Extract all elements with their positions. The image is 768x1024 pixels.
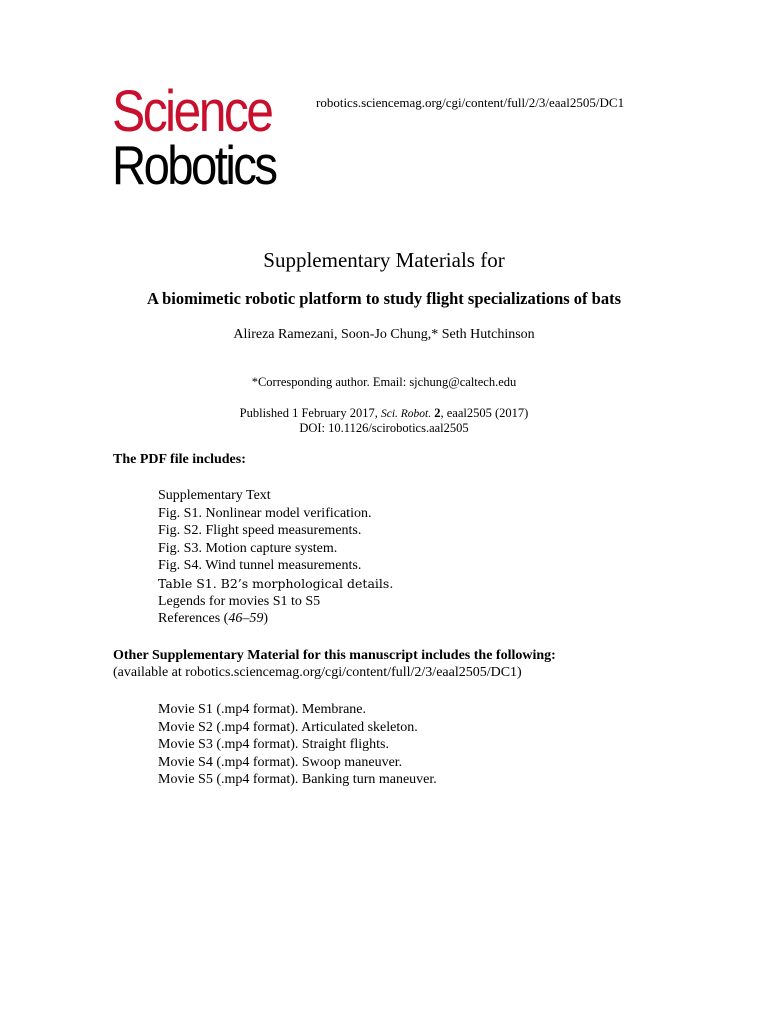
paper-title: A biomimetic robotic platform to study flight specializations of bats (146, 289, 622, 308)
corresponding-author: *Corresponding author. Email: sjchung@caltech.edu (251, 375, 517, 389)
list-item: Fig. S3. Motion capture system. (158, 540, 338, 556)
list-item: Fig. S1. Nonlinear model verification. (158, 505, 372, 521)
list-item: Movie S5 (.mp4 format). Banking turn maneuver. (158, 772, 437, 788)
author-list: Alireza Ramezani, Soon-Jo Chung,* Seth Hutchinson (233, 327, 535, 342)
references-range: 46–59 (228, 611, 264, 627)
list-item: Legends for movies S1 to S5 (158, 593, 321, 609)
list-item: Movie S4 (.mp4 format). Swoop maneuver. (158, 754, 403, 770)
references-suffix: ) (263, 611, 269, 627)
published-prefix: Published 1 February 2017, (239, 406, 381, 420)
list-item: Fig. S4. Wind tunnel measurements. (158, 558, 362, 574)
pdf-contents-list (158, 487, 393, 628)
journal-volume: 2 (431, 406, 441, 420)
science-robotics-logo (112, 79, 312, 196)
logo-robotics-text: Robotics (112, 134, 276, 196)
doi: DOI: 10.1126/scirobotics.aal2505 (299, 421, 469, 435)
list-item-references (158, 610, 393, 628)
list-item: Table S1. B2’s morphological details. (158, 575, 394, 591)
list-item: Movie S3 (.mp4 format). Straight flights. (158, 737, 389, 753)
list-item: Movie S2 (.mp4 format). Articulated skeleton. (158, 719, 418, 735)
list-item: Supplementary Text (158, 488, 271, 503)
other-material-heading: Other Supplementary Material for this manuscript includes the following: (113, 648, 556, 663)
references-prefix: References ( (158, 611, 229, 627)
supplementary-title: Supplementary Materials for (263, 248, 505, 272)
pdf-section-heading: The PDF file includes: (113, 452, 246, 467)
logo-science-text: Science (112, 79, 272, 144)
publication-info (0, 406, 768, 421)
movie-list (158, 701, 437, 789)
journal-name: Sci. Robot. (380, 408, 432, 420)
availability-note: (available at robotics.sciencemag.org/cgi/content/full/2/3/eaal2505/DC1) (113, 665, 522, 680)
list-item: Movie S1 (.mp4 format). Membrane. (158, 702, 367, 717)
supplement-url: robotics.sciencemag.org/cgi/content/full/2/3/eaal2505/DC1 (316, 95, 625, 110)
published-suffix: , eaal2505 (2017) (440, 406, 529, 420)
list-item: Fig. S2. Flight speed measurements. (158, 523, 362, 539)
